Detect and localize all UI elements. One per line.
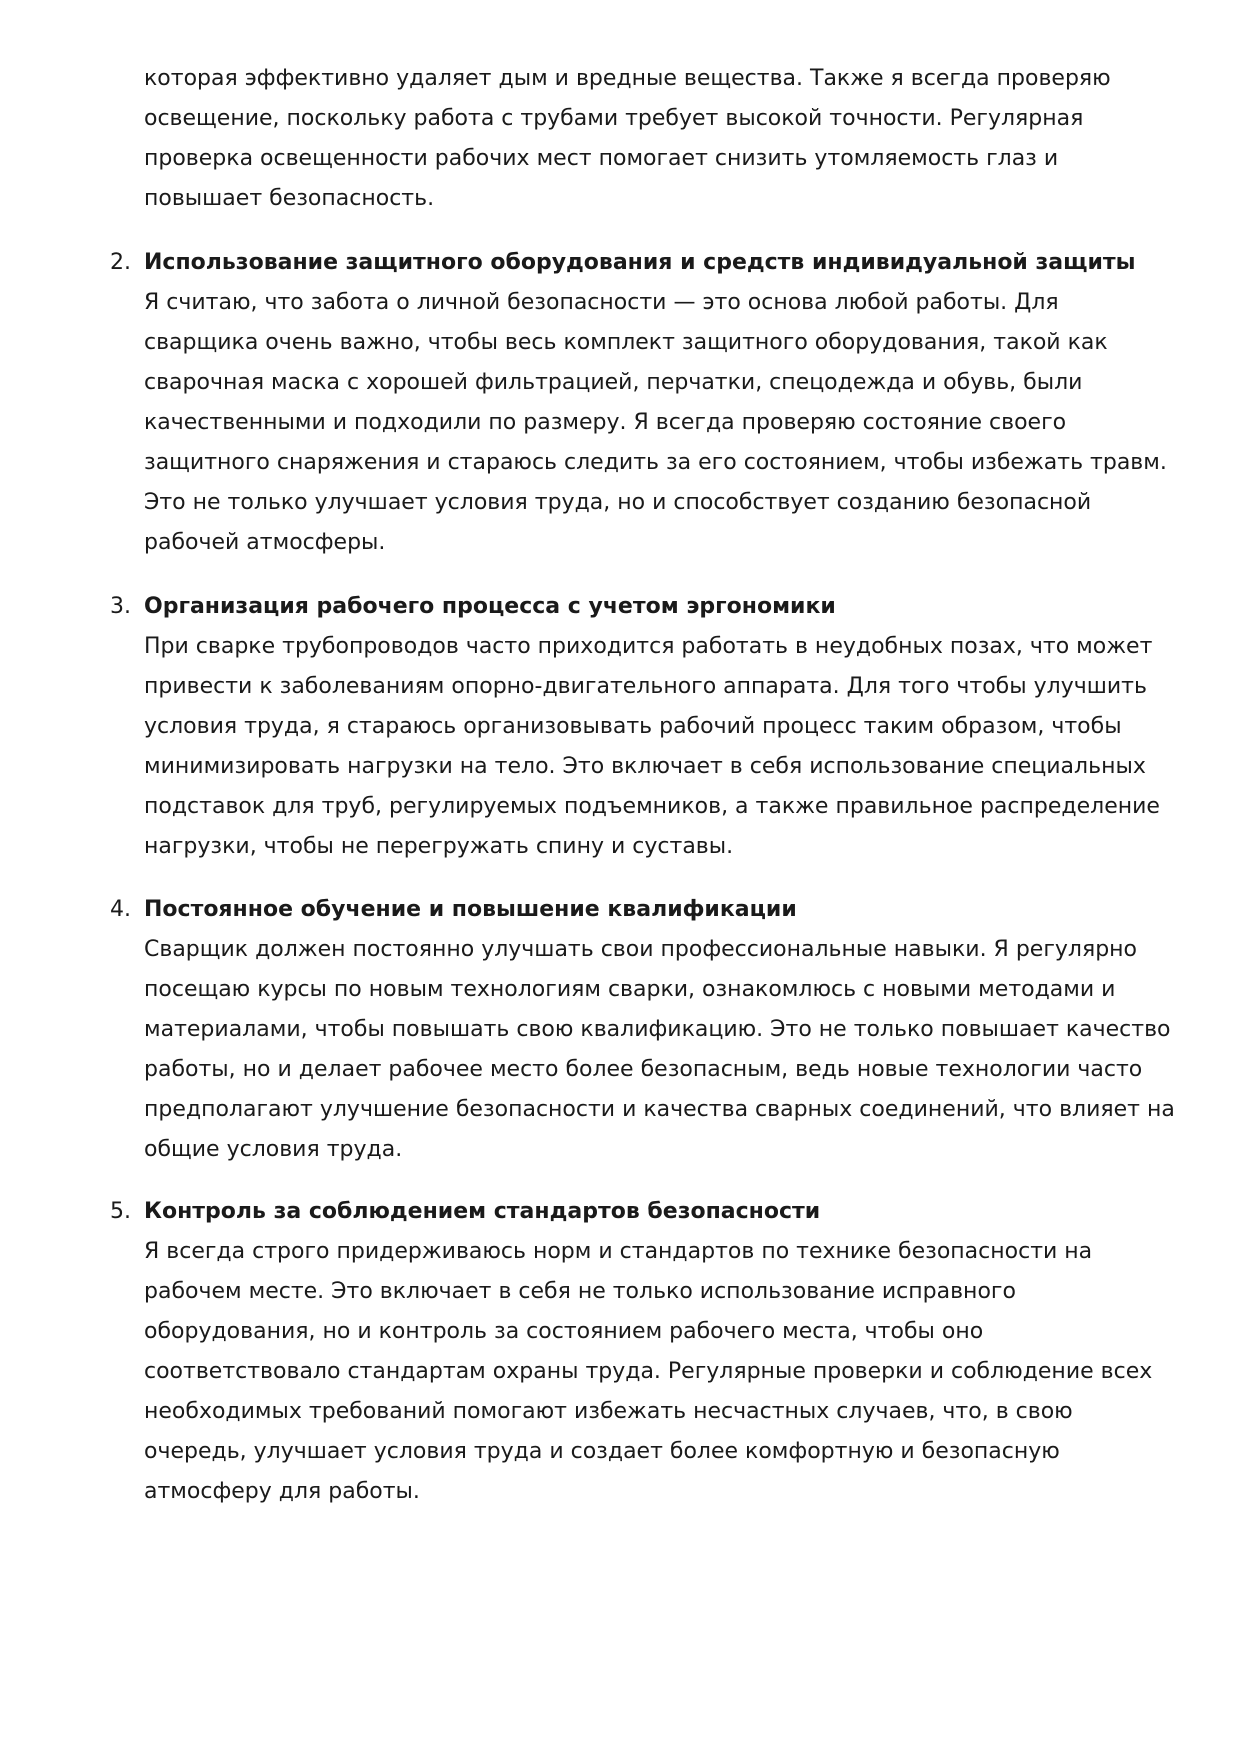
list-item-title: Организация рабочего процесса с учетом эргономики — [144, 594, 836, 619]
paragraph-line: посещаю курсы по новым технологиям сварки, ознакомлюсь с новыми методами и — [144, 977, 1116, 1002]
paragraph-line: сварщика очень важно, чтобы весь комплект защитного оборудования, такой как — [144, 330, 1108, 355]
list-item-body — [144, 627, 1160, 867]
paragraph-line: При сварке трубопроводов часто приходится работать в неудобных позах, что может — [144, 634, 1153, 659]
paragraph-line: сварочная маска с хорошей фильтрацией, перчатки, спецодежда и обувь, были — [144, 370, 1083, 395]
paragraph-line: проверка освещенности рабочих мест помогает снизить утомляемость глаз и — [144, 146, 1059, 171]
paragraph-line: Я всегда строго придерживаюсь норм и стандартов по технике безопасности на — [144, 1239, 1093, 1264]
list-number: 5. — [110, 1199, 131, 1224]
list-number: 3. — [110, 594, 131, 619]
paragraph-line: предполагают улучшение безопасности и качества сварных соединений, что влияет на — [144, 1097, 1175, 1122]
list-item-title: Постоянное обучение и повышение квалификации — [144, 897, 797, 922]
paragraph-line: защитного снаряжения и стараюсь следить за его состоянием, чтобы избежать травм. — [144, 450, 1167, 475]
paragraph-line: которая эффективно удаляет дым и вредные вещества. Также я всегда проверяю — [144, 66, 1111, 91]
paragraph-line: соответствовало стандартам охраны труда. Регулярные проверки и соблюдение всех — [144, 1359, 1153, 1384]
paragraph-line: освещение, поскольку работа с трубами требует высокой точности. Регулярная — [144, 106, 1084, 131]
paragraph-line: качественными и подходили по размеру. Я всегда проверяю состояние своего — [144, 410, 1067, 435]
paragraph-line: привести к заболеваниям опорно-двигательного аппарата. Для того чтобы улучшить — [144, 674, 1147, 699]
continuation-paragraph — [144, 59, 1154, 219]
paragraph-line: работы, но и делает рабочее место более безопасным, ведь новые технологии часто — [144, 1057, 1143, 1082]
paragraph-line: Это не только улучшает условия труда, но и способствует созданию безопасной — [144, 490, 1092, 515]
list-number: 2. — [110, 250, 131, 275]
paragraph-line: необходимых требований помогают избежать несчастных случаев, что, в свою — [144, 1399, 1073, 1424]
list-number: 4. — [110, 897, 131, 922]
list-item-body — [144, 930, 1175, 1170]
paragraph-line: общие условия труда. — [144, 1137, 403, 1162]
paragraph-line: атмосферу для работы. — [144, 1479, 420, 1504]
paragraph-line: оборудования, но и контроль за состоянием рабочего места, чтобы оно — [144, 1319, 984, 1344]
paragraph-line: рабочем месте. Это включает в себя не только использование исправного — [144, 1279, 1016, 1304]
paragraph-line: материалами, чтобы повышать свою квалификацию. Это не только повышает качество — [144, 1017, 1171, 1042]
paragraph-line: очередь, улучшает условия труда и создает более комфортную и безопасную — [144, 1439, 1060, 1464]
paragraph-line: нагрузки, чтобы не перегружать спину и суставы. — [144, 834, 734, 859]
list-item-title: Контроль за соблюдением стандартов безопасности — [144, 1199, 821, 1224]
list-item-body — [144, 283, 1167, 563]
paragraph-line: Сварщик должен постоянно улучшать свои профессиональные навыки. Я регулярно — [144, 937, 1138, 962]
paragraph-line: минимизировать нагрузки на тело. Это включает в себя использование специальных — [144, 754, 1146, 779]
paragraph-line: Я считаю, что забота о личной безопасности — это основа любой работы. Для — [144, 290, 1059, 315]
list-item-body — [144, 1232, 1154, 1512]
paragraph-line: подставок для труб, регулируемых подъемников, а также правильное распределение — [144, 794, 1160, 819]
paragraph-line: повышает безопасность. — [144, 186, 435, 211]
paragraph-line: условия труда, я стараюсь организовывать рабочий процесс таким образом, чтобы — [144, 714, 1122, 739]
list-item-title: Использование защитного оборудования и средств индивидуальной защиты — [144, 250, 1136, 275]
paragraph-line: рабочей атмосферы. — [144, 530, 386, 555]
